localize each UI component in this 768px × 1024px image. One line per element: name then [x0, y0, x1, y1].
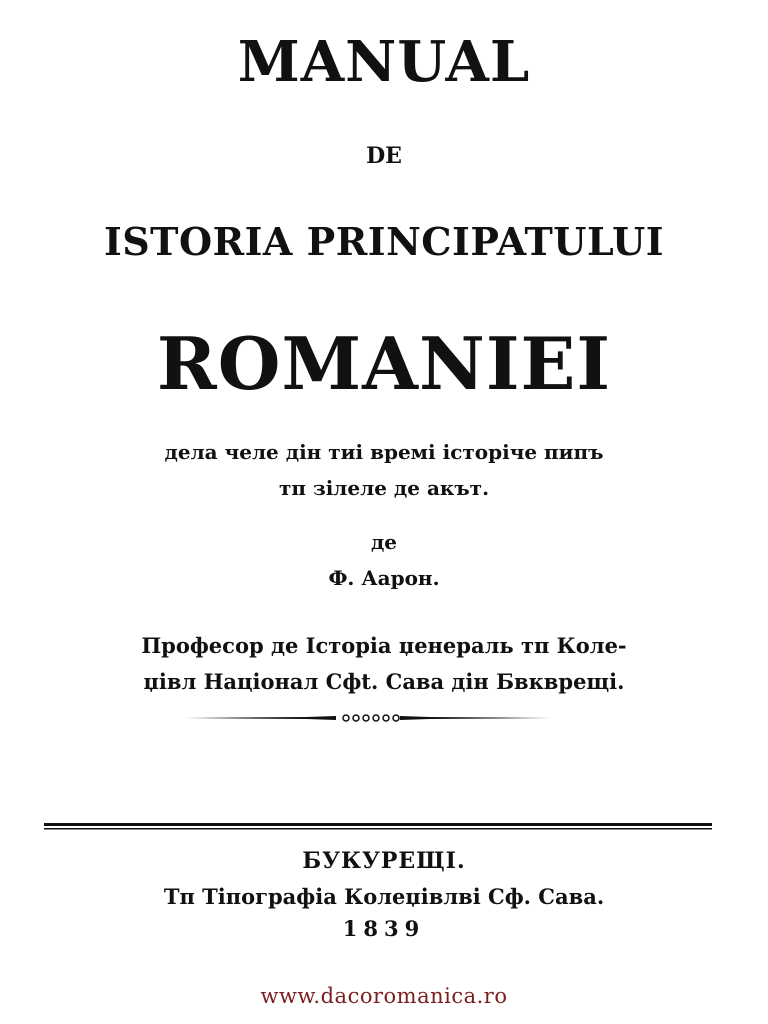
imprint-press: Тп Тіпографіа Колеџівлві Сф. Сава.	[163, 884, 605, 909]
by-line: де	[370, 530, 398, 554]
imprint-year: 1839	[342, 916, 426, 941]
affiliation-line-2: џівл Націонал Сфt. Сава дін Бвкврещі.	[143, 669, 625, 694]
title-romaniei: ROMANIEI	[156, 321, 612, 406]
watermark-url: www.dacoromanica.ro	[260, 984, 508, 1008]
subtitle-line-1: дела челе дін тиі времі історіче пипъ	[164, 440, 604, 464]
subtitle-line-2: тп зілеле де акът.	[278, 476, 490, 500]
double-rule	[44, 820, 712, 834]
author-name: Ф. Аарон.	[328, 566, 440, 590]
title-manual: MANUAL	[237, 29, 531, 95]
affiliation-line-1: Професор де Історіа џенераль тп Коле-	[141, 633, 627, 658]
title-de: DE	[366, 143, 402, 169]
ornamental-divider	[186, 708, 550, 728]
imprint-city: БУКУРЕЩІ.	[302, 848, 466, 874]
title-istoria-principatului: ISTORIA PRINCIPATULUI	[103, 219, 665, 264]
